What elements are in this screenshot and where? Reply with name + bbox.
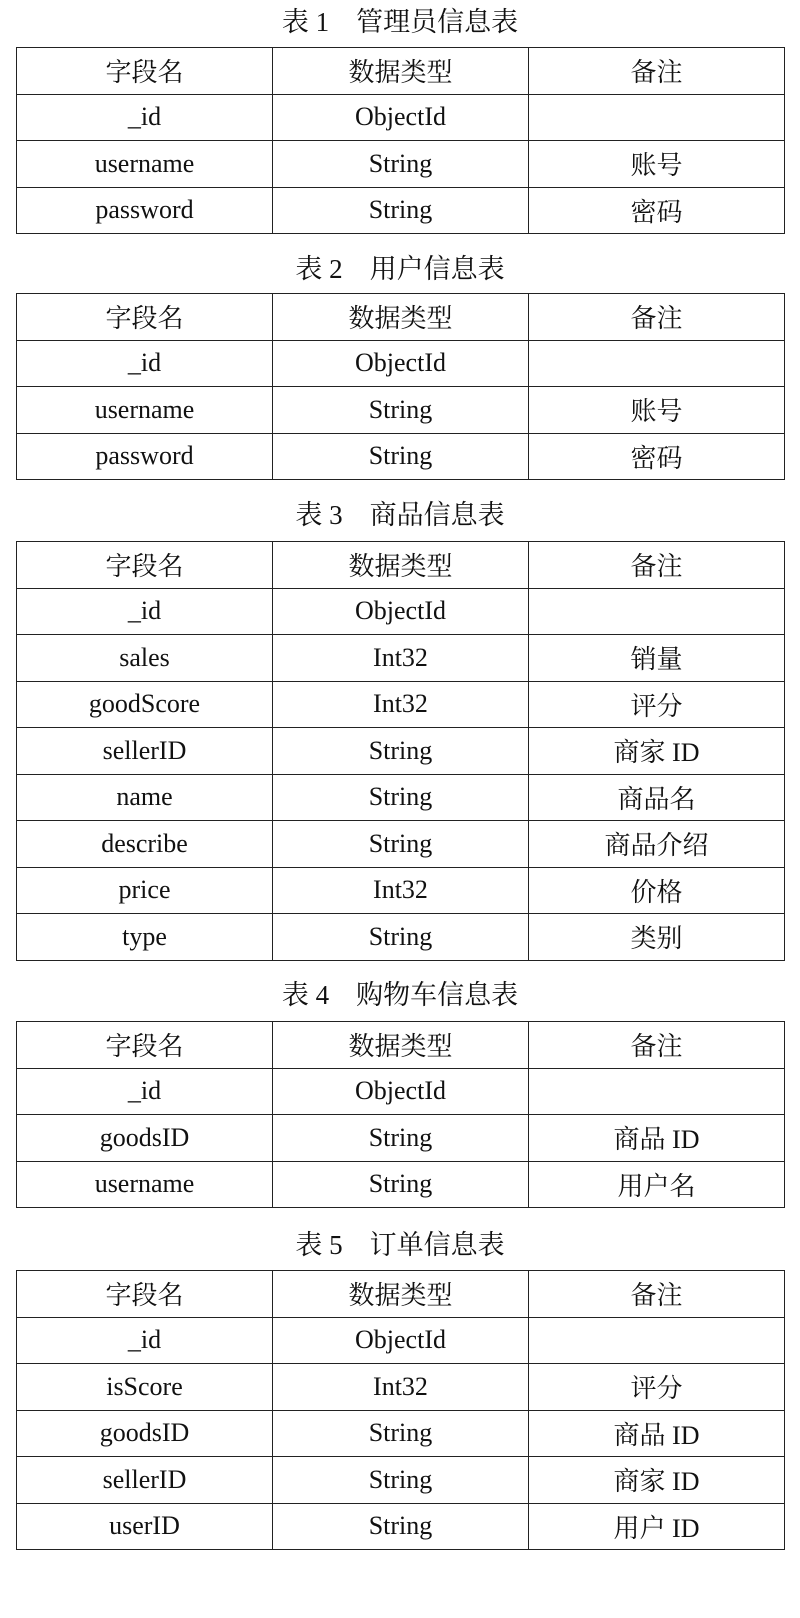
- data-type-cell: Int32: [273, 681, 529, 728]
- table-row: [17, 1161, 785, 1208]
- remark-cell: 商品名: [529, 774, 785, 821]
- data-type-cell: String: [273, 728, 529, 775]
- table-row: [17, 433, 785, 480]
- remark-cell: [529, 1317, 785, 1364]
- field-name-cell: username: [17, 141, 273, 188]
- table-row: [17, 635, 785, 682]
- header-cell: 备注: [529, 1022, 785, 1069]
- table-row: [17, 1457, 785, 1504]
- header-cell: 数据类型: [273, 48, 529, 95]
- field-name-cell: goodsID: [17, 1410, 273, 1457]
- field-name-cell: _id: [17, 1317, 273, 1364]
- data-type-cell: String: [273, 433, 529, 480]
- header-cell: 数据类型: [273, 294, 529, 341]
- header-cell: 数据类型: [273, 1271, 529, 1318]
- remark-cell: 密码: [529, 187, 785, 234]
- remark-cell: 商品 ID: [529, 1115, 785, 1162]
- header-cell: 备注: [529, 294, 785, 341]
- data-type-cell: ObjectId: [273, 94, 529, 141]
- header-cell: 备注: [529, 48, 785, 95]
- field-name-cell: _id: [17, 340, 273, 387]
- remark-cell: 商品介绍: [529, 821, 785, 868]
- table-caption: 表 3 商品信息表: [295, 500, 505, 530]
- table-row: [17, 821, 785, 868]
- table-row: [17, 94, 785, 141]
- data-type-cell: ObjectId: [273, 588, 529, 635]
- data-type-cell: String: [273, 774, 529, 821]
- header-cell: 数据类型: [273, 1022, 529, 1069]
- field-name-cell: _id: [17, 588, 273, 635]
- remark-cell: 价格: [529, 867, 785, 914]
- schema-table: [16, 1021, 785, 1208]
- remark-cell: 商家 ID: [529, 728, 785, 775]
- table-row: [17, 867, 785, 914]
- data-type-cell: ObjectId: [273, 1317, 529, 1364]
- table-row: [17, 681, 785, 728]
- data-type-cell: String: [273, 1410, 529, 1457]
- remark-cell: [529, 588, 785, 635]
- field-name-cell: sellerID: [17, 728, 273, 775]
- schema-table: [16, 47, 785, 234]
- table-header-row: [17, 294, 785, 341]
- data-type-cell: Int32: [273, 635, 529, 682]
- field-name-cell: name: [17, 774, 273, 821]
- data-type-cell: ObjectId: [273, 340, 529, 387]
- remark-cell: 用户名: [529, 1161, 785, 1208]
- data-type-cell: String: [273, 1503, 529, 1550]
- data-type-cell: String: [273, 914, 529, 961]
- table-header-row: [17, 1271, 785, 1318]
- field-name-cell: goodsID: [17, 1115, 273, 1162]
- data-type-cell: ObjectId: [273, 1068, 529, 1115]
- table-header-row: [17, 48, 785, 95]
- remark-cell: 密码: [529, 433, 785, 480]
- field-name-cell: goodScore: [17, 681, 273, 728]
- data-type-cell: String: [273, 1457, 529, 1504]
- schema-table: [16, 1270, 785, 1550]
- field-name-cell: sellerID: [17, 1457, 273, 1504]
- table-row: [17, 774, 785, 821]
- table-row: [17, 187, 785, 234]
- data-type-cell: String: [273, 821, 529, 868]
- table-caption: 表 5 订单信息表: [295, 1230, 505, 1260]
- field-name-cell: username: [17, 387, 273, 434]
- remark-cell: [529, 94, 785, 141]
- header-cell: 字段名: [17, 542, 273, 589]
- field-name-cell: password: [17, 433, 273, 480]
- remark-cell: [529, 1068, 785, 1115]
- schema-table: [16, 293, 785, 480]
- table-row: [17, 588, 785, 635]
- header-cell: 字段名: [17, 1271, 273, 1318]
- field-name-cell: sales: [17, 635, 273, 682]
- remark-cell: 用户 ID: [529, 1503, 785, 1550]
- table-caption: 表 4 购物车信息表: [281, 980, 519, 1010]
- table-row: [17, 1410, 785, 1457]
- header-cell: 备注: [529, 542, 785, 589]
- remark-cell: 账号: [529, 387, 785, 434]
- table-row: [17, 1068, 785, 1115]
- remark-cell: 销量: [529, 635, 785, 682]
- field-name-cell: _id: [17, 94, 273, 141]
- field-name-cell: isScore: [17, 1364, 273, 1411]
- remark-cell: 类别: [529, 914, 785, 961]
- table-row: [17, 141, 785, 188]
- header-cell: 数据类型: [273, 542, 529, 589]
- remark-cell: 评分: [529, 681, 785, 728]
- data-type-cell: String: [273, 1115, 529, 1162]
- header-cell: 字段名: [17, 48, 273, 95]
- table-row: [17, 1364, 785, 1411]
- header-cell: 字段名: [17, 1022, 273, 1069]
- data-type-cell: String: [273, 387, 529, 434]
- table-row: [17, 728, 785, 775]
- table-row: [17, 914, 785, 961]
- table-caption: 表 1 管理员信息表: [281, 7, 519, 37]
- field-name-cell: price: [17, 867, 273, 914]
- field-name-cell: type: [17, 914, 273, 961]
- field-name-cell: _id: [17, 1068, 273, 1115]
- remark-cell: 评分: [529, 1364, 785, 1411]
- remark-cell: [529, 340, 785, 387]
- table-row: [17, 340, 785, 387]
- remark-cell: 商家 ID: [529, 1457, 785, 1504]
- data-type-cell: String: [273, 141, 529, 188]
- table-caption: 表 2 用户信息表: [295, 254, 505, 284]
- field-name-cell: username: [17, 1161, 273, 1208]
- table-row: [17, 1503, 785, 1550]
- schema-table: [16, 541, 785, 961]
- table-header-row: [17, 542, 785, 589]
- field-name-cell: describe: [17, 821, 273, 868]
- table-header-row: [17, 1022, 785, 1069]
- remark-cell: 商品 ID: [529, 1410, 785, 1457]
- data-type-cell: Int32: [273, 1364, 529, 1411]
- data-type-cell: String: [273, 1161, 529, 1208]
- table-row: [17, 387, 785, 434]
- field-name-cell: password: [17, 187, 273, 234]
- field-name-cell: userID: [17, 1503, 273, 1550]
- table-row: [17, 1115, 785, 1162]
- table-row: [17, 1317, 785, 1364]
- header-cell: 备注: [529, 1271, 785, 1318]
- header-cell: 字段名: [17, 294, 273, 341]
- data-type-cell: String: [273, 187, 529, 234]
- remark-cell: 账号: [529, 141, 785, 188]
- data-type-cell: Int32: [273, 867, 529, 914]
